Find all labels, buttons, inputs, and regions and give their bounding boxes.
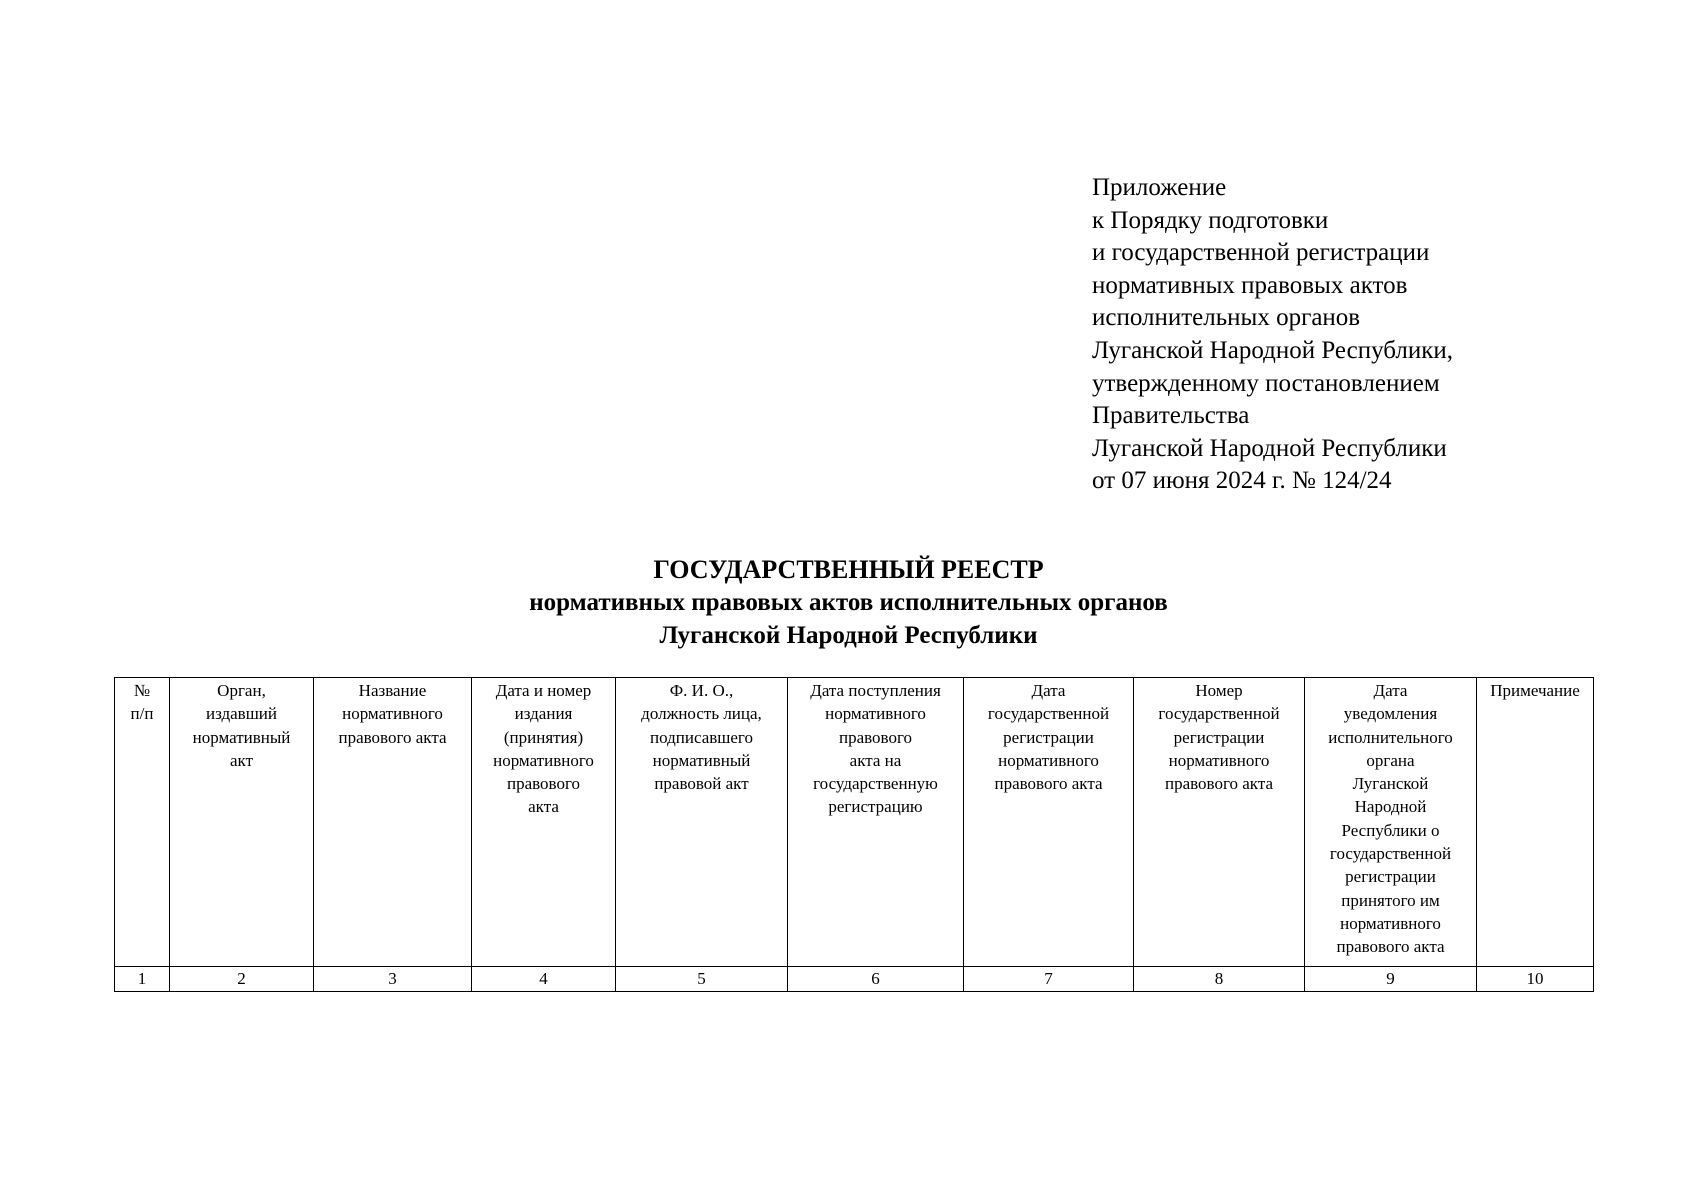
- title-line-2: нормативных правовых актов исполнительных органов: [529, 589, 1168, 616]
- column-header: [1477, 678, 1594, 967]
- column-header-label: Дата поступления нормативного правового акта на государственную регистрацию: [810, 681, 941, 817]
- column-header-label: Орган, издавший нормативный акт: [192, 681, 291, 770]
- appendix-line: Правительства: [1092, 402, 1250, 430]
- column-header-label: Дата и номер издания (принятия) нормативного правового акта: [493, 681, 594, 817]
- appendix-block: [1092, 172, 1453, 498]
- column-number: 1: [115, 967, 170, 992]
- column-number: 6: [788, 967, 964, 992]
- column-number: 9: [1305, 967, 1477, 992]
- appendix-line: утвержденному постановлением: [1092, 369, 1440, 397]
- appendix-line: исполнительных органов: [1092, 304, 1361, 332]
- column-header: [115, 678, 170, 967]
- column-header-label: № п/п: [130, 681, 154, 724]
- column-header: [788, 678, 964, 967]
- title-line-3: Луганской Народной Республики: [659, 622, 1038, 649]
- appendix-line: от 07 июня 2024 г. № 124/24: [1092, 467, 1392, 495]
- column-header-label: Ф. И. О., должность лица, подписавшего нормативный правовой акт: [641, 681, 762, 794]
- column-number: 8: [1134, 967, 1305, 992]
- column-header-label: Дата уведомления исполнительного органа Луганской Народной Республики о государственной регистрации принятого им нормативного правового акта: [1328, 681, 1453, 957]
- appendix-line: Луганской Народной Республики: [1092, 434, 1447, 462]
- column-header: [1134, 678, 1305, 967]
- column-header-label: Номер государственной регистрации нормативного правового акта: [1158, 681, 1280, 794]
- registry-table: [114, 677, 1594, 992]
- column-number: 10: [1477, 967, 1594, 992]
- title-line-1: ГОСУДАРСТВЕННЫЙ РЕЕСТР: [653, 555, 1044, 584]
- column-header-label: Дата государственной регистрации нормативного правового акта: [987, 681, 1110, 794]
- appendix-line: и государственной регистрации: [1092, 239, 1430, 267]
- table-header-row: [115, 678, 1594, 967]
- column-header: [472, 678, 616, 967]
- column-number: 7: [964, 967, 1134, 992]
- column-number: 5: [616, 967, 788, 992]
- column-header: [616, 678, 788, 967]
- column-number: 4: [472, 967, 616, 992]
- appendix-line: Приложение: [1092, 174, 1227, 201]
- appendix-line: Луганской Народной Республики,: [1092, 336, 1453, 364]
- column-number-row: [115, 967, 1594, 992]
- column-header-label: Название нормативного правового акта: [338, 681, 447, 747]
- document-title: [0, 553, 1697, 652]
- column-header: [1305, 678, 1477, 967]
- appendix-line: нормативных правовых актов: [1092, 271, 1408, 299]
- appendix-line: к Порядку подготовки: [1092, 206, 1329, 234]
- column-header-label: Примечание: [1490, 681, 1580, 700]
- column-header: [314, 678, 472, 967]
- column-header: [170, 678, 314, 967]
- column-number: 3: [314, 967, 472, 992]
- column-number: 2: [170, 967, 314, 992]
- column-header: [964, 678, 1134, 967]
